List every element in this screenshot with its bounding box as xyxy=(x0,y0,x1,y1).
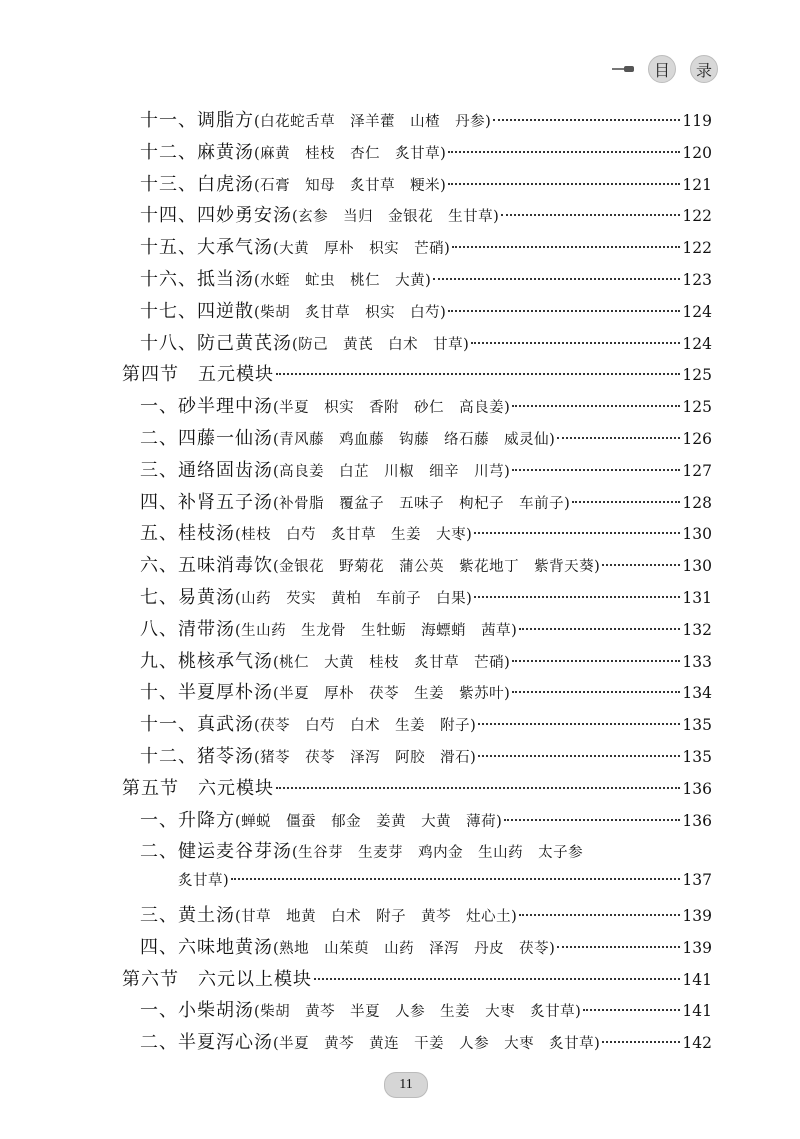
toc-entry-title: 十三、白虎汤 xyxy=(140,173,254,195)
page-number: 11 xyxy=(384,1072,428,1098)
toc-entry[interactable] xyxy=(140,201,712,227)
dot-leader xyxy=(493,119,680,121)
toc-entry[interactable] xyxy=(140,297,712,323)
toc-entry-title: 八、清带汤 xyxy=(140,618,235,640)
toc-entry-page: 136 xyxy=(682,779,712,798)
toc-entry-page: 119 xyxy=(682,112,712,130)
toc-entry[interactable] xyxy=(140,742,712,768)
toc-entry[interactable] xyxy=(140,678,712,704)
toc-entry-page: 133 xyxy=(682,652,712,671)
dot-leader xyxy=(512,660,680,662)
toc-entry-title: 二、四藤一仙汤 xyxy=(140,428,273,449)
toc-entry[interactable] xyxy=(140,519,712,545)
toc-entry-ingredients: (茯苓 白芍 白术 生姜 附子) xyxy=(254,718,477,735)
dot-leader xyxy=(572,501,680,503)
toc-entry-title: 一、小柴胡汤 xyxy=(140,1000,254,1022)
toc-entry-ingredients: (猪苓 茯苓 泽泻 阿胶 滑石) xyxy=(254,750,477,766)
toc-entry-page: 135 xyxy=(682,748,712,766)
toc-entry-page: 126 xyxy=(682,430,712,448)
toc-entry-page: 137 xyxy=(682,871,712,890)
toc-entry-title: 十六、抵当汤 xyxy=(140,269,254,290)
dot-leader xyxy=(478,723,680,725)
dot-leader xyxy=(471,342,680,344)
toc-entry-ingredients: (甘草 地黄 白术 附子 黄芩 灶心土) xyxy=(235,909,518,925)
dot-leader xyxy=(602,564,680,566)
toc-entry-ingredients: (蝉蜕 僵蚕 郁金 姜黄 大黄 薄荷) xyxy=(235,813,503,830)
toc-entry-page: 131 xyxy=(682,589,712,607)
dot-leader xyxy=(512,469,680,471)
running-header xyxy=(612,52,718,86)
toc-entry-title: 五、桂枝汤 xyxy=(140,523,235,545)
toc-entry-page: 139 xyxy=(682,938,712,957)
toc-entry-title: 十二、麻黄汤 xyxy=(140,141,254,163)
toc-entry-page: 132 xyxy=(682,620,712,639)
toc-entry-title: 六、五味消毒饮 xyxy=(140,555,273,577)
toc-entry-ingredients: (柴胡 黄芩 半夏 人参 生姜 大枣 炙甘草) xyxy=(254,1004,582,1021)
dot-leader xyxy=(276,787,680,789)
toc-entry-page: 122 xyxy=(682,239,712,258)
toc-entry-ingredients: (半夏 黄芩 黄连 干姜 人参 大枣 炙甘草) xyxy=(273,1036,601,1053)
toc-entry[interactable] xyxy=(140,806,712,832)
toc-entry-ingredients: (山药 芡实 黄柏 车前子 白果) xyxy=(235,591,473,607)
dot-leader xyxy=(512,405,680,407)
toc-entry-title: 十七、四逆散 xyxy=(140,300,254,322)
toc-entry-title: 一、砂半理中汤 xyxy=(140,396,273,418)
toc-entry-page: 121 xyxy=(682,175,712,194)
toc-entry-title: 第六节 六元以上模块 xyxy=(122,968,312,990)
toc-entry-title: 第五节 六元模块 xyxy=(122,777,274,799)
toc-entry-page: 136 xyxy=(682,811,712,830)
dot-leader xyxy=(314,978,680,980)
toc-entry-ingredients: (防己 黄芪 白术 甘草) xyxy=(292,336,470,353)
toc-entry-page: 134 xyxy=(682,684,712,703)
toc-entry[interactable] xyxy=(140,837,583,863)
toc-entry[interactable] xyxy=(140,424,712,450)
toc-entry[interactable] xyxy=(140,1028,712,1054)
dot-leader xyxy=(557,437,680,439)
toc-entry[interactable] xyxy=(140,456,712,482)
toc-entry-title: 十一、真武汤 xyxy=(140,714,254,736)
toc-section-heading[interactable] xyxy=(122,774,712,800)
header-decoration-icon xyxy=(612,65,634,73)
toc-entry-ingredients: (高良姜 白芷 川椒 细辛 川芎) xyxy=(273,463,511,480)
toc-entry-title: 四、补肾五子汤 xyxy=(140,491,273,513)
toc-entry-page: 123 xyxy=(682,271,712,289)
dot-leader xyxy=(452,246,680,248)
toc-entry-page: 127 xyxy=(682,461,712,480)
toc-entry-title: 十五、大承气汤 xyxy=(140,237,273,259)
toc-section-heading[interactable] xyxy=(122,965,712,991)
dot-leader xyxy=(448,310,680,312)
toc-entry[interactable] xyxy=(140,138,712,164)
toc-entry-page: 130 xyxy=(682,557,712,576)
toc-entry-ingredients: (青风藤 鸡血藤 钩藤 络石藤 威灵仙) xyxy=(273,432,556,448)
toc-entry-ingredients: (柴胡 炙甘草 枳实 白芍) xyxy=(254,304,447,321)
toc-entry-page: 142 xyxy=(682,1034,712,1053)
toc-entry-title: 十四、四妙勇安汤 xyxy=(140,205,292,227)
toc-entry-page: 130 xyxy=(682,525,712,544)
toc-entry[interactable] xyxy=(140,615,712,641)
toc-entry-title: 二、半夏泻心汤 xyxy=(140,1032,273,1054)
toc-entry-title: 九、桃核承气汤 xyxy=(140,650,273,672)
toc-entry-title: 一、升降方 xyxy=(140,809,235,831)
dot-leader xyxy=(448,151,680,153)
toc-entry-page: 122 xyxy=(682,207,712,226)
toc-entry[interactable] xyxy=(140,392,712,418)
toc-entry-page: 124 xyxy=(682,334,712,353)
toc-entry-page: 124 xyxy=(682,302,712,321)
dot-leader xyxy=(557,946,680,948)
toc-entry-title: 十一、调脂方 xyxy=(140,110,254,131)
toc-entry[interactable] xyxy=(140,901,712,927)
toc-entry-ingredients: (桃仁 大黄 桂枝 炙甘草 芒硝) xyxy=(273,654,511,671)
toc-entry[interactable] xyxy=(140,647,712,673)
toc-entry-ingredients: (半夏 厚朴 茯苓 生姜 紫苏叶) xyxy=(273,686,511,703)
toc-entry-ingredients: (熟地 山茱萸 山药 泽泻 丹皮 茯苓) xyxy=(273,940,556,957)
header-char-lu: 录 xyxy=(690,55,718,83)
dot-leader xyxy=(231,878,680,880)
toc-entry[interactable] xyxy=(140,106,712,132)
toc-entry-ingredients: (补骨脂 覆盆子 五味子 枸杞子 车前子) xyxy=(273,495,571,512)
toc-entry-page: 125 xyxy=(682,398,712,417)
toc-entry-ingredients: (生谷芽 生麦芽 鸡内金 生山药 太子参 xyxy=(292,845,584,862)
toc-entry[interactable] xyxy=(140,583,712,609)
toc-entry-ingredients: (玄参 当归 金银花 生甘草) xyxy=(292,209,500,226)
toc-entry-page: 125 xyxy=(682,366,712,385)
dot-leader xyxy=(602,1041,680,1043)
toc-entry-ingredients: (半夏 枳实 香附 砂仁 高良姜) xyxy=(273,400,511,417)
toc-entry-title: 二、健运麦谷芽汤 xyxy=(140,841,292,863)
toc-entry[interactable] xyxy=(140,329,712,355)
toc-entry[interactable] xyxy=(140,996,712,1022)
header-title xyxy=(648,55,718,83)
toc-entry-page: 135 xyxy=(682,716,712,735)
toc-entry-ingredients: (桂枝 白芍 炙甘草 生姜 大枣) xyxy=(235,527,473,544)
toc-entry-title: 三、黄土汤 xyxy=(140,905,235,926)
toc-entry-title: 十、半夏厚朴汤 xyxy=(140,682,273,704)
toc-entry-ingredients: (生山药 生龙骨 生牡蛎 海螵蛸 茜草) xyxy=(235,622,518,639)
dot-leader xyxy=(501,214,680,216)
dot-leader xyxy=(433,278,680,280)
toc-entry-ingredients: (大黄 厚朴 枳实 芒硝) xyxy=(273,241,451,258)
toc-entry[interactable] xyxy=(140,265,712,291)
toc-entry-page: 139 xyxy=(682,907,712,925)
toc-entry-title: 四、六味地黄汤 xyxy=(140,936,273,958)
toc-entry-page: 128 xyxy=(682,493,712,512)
toc-entry-page: 120 xyxy=(682,143,712,162)
toc-entry-page: 141 xyxy=(682,1002,712,1021)
dot-leader xyxy=(478,755,680,757)
toc-entry[interactable] xyxy=(140,170,712,196)
dot-leader xyxy=(474,532,680,534)
toc-entry[interactable] xyxy=(140,551,712,577)
toc-section-heading[interactable] xyxy=(122,360,712,386)
toc-entry-ingredients: 炙甘草) xyxy=(178,873,230,890)
toc-entry-title: 十二、猪苓汤 xyxy=(140,746,254,767)
dot-leader xyxy=(512,691,680,693)
dot-leader xyxy=(448,183,680,185)
dot-leader xyxy=(504,819,680,821)
toc-entry-ingredients: (金银花 野菊花 蒲公英 紫花地丁 紫背天葵) xyxy=(273,559,601,576)
toc-entry-ingredients: (麻黄 桂枝 杏仁 炙甘草) xyxy=(254,145,447,162)
dot-leader xyxy=(474,596,680,598)
toc-entry[interactable] xyxy=(140,933,712,959)
dot-leader xyxy=(519,914,680,916)
dot-leader xyxy=(583,1009,680,1011)
toc-entry-ingredients: (水蛭 虻虫 桃仁 大黄) xyxy=(254,273,432,289)
dot-leader xyxy=(519,628,680,630)
toc-entry[interactable] xyxy=(140,233,712,259)
toc-entry[interactable] xyxy=(140,710,712,736)
header-char-mu: 目 xyxy=(648,55,676,83)
toc-entry-ingredients: (石膏 知母 炙甘草 粳米) xyxy=(254,177,447,194)
toc-entry-continuation[interactable] xyxy=(178,869,712,890)
toc-entry-title: 第四节 五元模块 xyxy=(122,364,274,386)
toc-entry-title: 十八、防己黄芪汤 xyxy=(140,332,292,354)
toc-entry-title: 三、通络固齿汤 xyxy=(140,459,273,481)
toc-entry-page: 141 xyxy=(682,970,712,989)
toc-entry-title: 七、易黄汤 xyxy=(140,587,235,608)
toc-entry-ingredients: (白花蛇舌草 泽羊藿 山楂 丹参) xyxy=(254,114,492,130)
dot-leader xyxy=(276,373,680,375)
toc-entry[interactable] xyxy=(140,488,712,514)
